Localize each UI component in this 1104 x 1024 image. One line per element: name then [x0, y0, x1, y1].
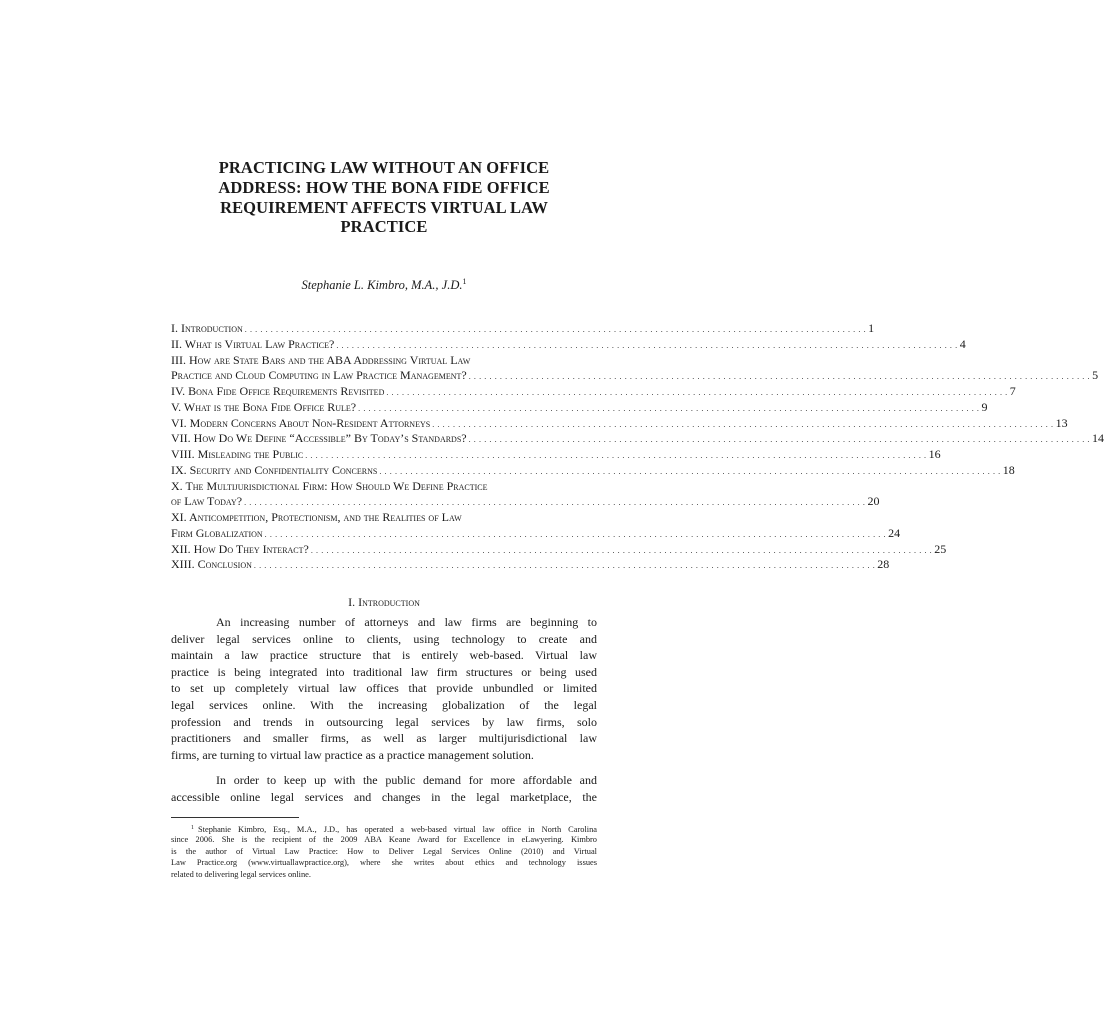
- author-name: Stephanie L. Kimbro, M.A., J.D.: [301, 278, 463, 292]
- paragraph-line: An increasing number of attorneys and law firms are beginning to: [216, 615, 597, 629]
- toc-leader-dots: . . . . . . . . . . . . . . . . . . . . . . . . . . . . . . . . . . . . . . . . . . . . . . . . . . . . . . . . . . . . . . . . . . . . . . . . . . . . . . . . . . . . . . . . . . . . . . . . . . . . . . . . . . . . . . . . . . . . . . . .: [336, 340, 958, 350]
- paragraph-line: deliver legal services online to clients, using technology to create and: [171, 631, 597, 646]
- toc-entry: [171, 431, 1104, 447]
- title-line: PRACTICE: [340, 217, 428, 237]
- toc-entry-title: IV. Bona Fide Office Requirements Revisited: [171, 384, 385, 398]
- toc-entry: [171, 447, 941, 463]
- toc-page-number: 13: [1055, 415, 1068, 430]
- toc-leader-dots: . . . . . . . . . . . . . . . . . . . . . . . . . . . . . . . . . . . . . . . . . . . . . . . . . . . . . . . . . . . . . . . . . . . . . . . . . . . . . . . . . . . . . . . . . . . . . . . . . . . . . . . . . . . . . . . . . . . . . . . .: [264, 529, 887, 539]
- toc-entry-title: of Law Today?: [171, 494, 243, 509]
- paragraph-line: practice is being integrated into traditional law firm structures or being used: [171, 664, 597, 679]
- toc-leader-dots: . . . . . . . . . . . . . . . . . . . . . . . . . . . . . . . . . . . . . . . . . . . . . . . . . . . . . . . . . . . . . . . . . . . . . . . . . . . . . . . . . . . . . . . . . . . . . . . . . . . . . . . . . . . . . . . . . . . . . . . .: [432, 419, 1054, 429]
- toc-entry: [171, 494, 880, 510]
- toc-entry: [171, 415, 1068, 432]
- section-heading: I. Introduction: [348, 595, 420, 609]
- toc-entry: [171, 384, 1016, 400]
- toc-entry-title: VII. How Do We Define “Accessible” By Today’s Standards?: [171, 431, 467, 446]
- footnote-text: Law Practice.org (www.virtuallawpractice.org), where she writes about ethics and technology issues: [171, 858, 597, 868]
- toc-entry: [171, 321, 875, 337]
- toc-page-number: 1: [868, 321, 875, 335]
- toc-entry: [171, 368, 1099, 384]
- footnote-text: since 2006. She is the recipient of the 2009 ABA Keane Award for Excellence in eLawyering. Kimbro: [171, 835, 597, 845]
- footnote-text: is the author of Virtual Law Practice: How to Deliver Legal Services Online (2010) and Virtual: [171, 846, 597, 856]
- table-of-contents: [171, 321, 1104, 573]
- toc-entry-title: XIII. Conclusion: [171, 557, 252, 572]
- toc-page-number: 4: [959, 336, 966, 351]
- paragraph-line: maintain a law practice structure that is entirely web-based. Virtual law: [171, 648, 597, 663]
- title-line: REQUIREMENT AFFECTS VIRTUAL LAW: [220, 197, 548, 217]
- toc-entry: [171, 336, 966, 353]
- footnote-line: [171, 834, 597, 845]
- paragraph-line: to set up completely virtual law offices that provide unbundled or limited: [171, 681, 597, 696]
- toc-page-number: 25: [934, 541, 947, 556]
- toc-page-number: 28: [877, 557, 890, 572]
- toc-entry: [171, 541, 947, 558]
- toc-entry-title: III. How are State Bars and the ABA Addressing Virtual Law: [171, 352, 471, 367]
- toc-leader-dots: . . . . . . . . . . . . . . . . . . . . . . . . . . . . . . . . . . . . . . . . . . . . . . . . . . . . . . . . . . . . . . . . . . . . . . . . . . . . . . . . . . . . . . . . . . . . . . . . . . . . . . . . . . . . . . . . . . . . . . . .: [244, 498, 866, 508]
- paragraph-line: firms, are turning to virtual law practice as a practice management solution.: [171, 747, 534, 762]
- toc-entry-title: II. What is Virtual Law Practice?: [171, 336, 335, 351]
- footnote-separator: [171, 817, 299, 818]
- paragraph-line: practitioners and smaller firms, as well as larger multijurisdictional law: [171, 731, 597, 746]
- toc-entry-title: VI. Modern Concerns About Non-Resident Attorneys: [171, 415, 431, 430]
- paragraph-line: legal services online. With the increasing globalization of the legal: [171, 697, 597, 712]
- toc-entry: [171, 399, 988, 416]
- toc-leader-dots: . . . . . . . . . . . . . . . . . . . . . . . . . . . . . . . . . . . . . . . . . . . . . . . . . . . . . . . . . . . . . . . . . . . . . . . . . . . . . . . . . . . . . . . . . . . . . . . . . . . . . . . . . . . . . . . . . . . . . . . .: [468, 435, 1091, 445]
- author-footnote-mark: 1: [462, 277, 467, 286]
- title-line: PRACTICING LAW WITHOUT AN OFFICE: [218, 158, 550, 177]
- toc-leader-dots: . . . . . . . . . . . . . . . . . . . . . . . . . . . . . . . . . . . . . . . . . . . . . . . . . . . . . . . . . . . . . . . . . . . . . . . . . . . . . . . . . . . . . . . . . . . . . . . . . . . . . . . . . . . . . . . . . . . . . . . .: [468, 372, 1091, 382]
- toc-page-number: 14: [1092, 431, 1104, 446]
- footnote-line: [171, 846, 597, 857]
- footnote: [171, 823, 597, 880]
- toc-entry: [171, 525, 901, 542]
- footnote-text: related to delivering legal services online.: [171, 869, 311, 879]
- toc-entry: [171, 479, 597, 495]
- paragraph-line: accessible online legal services and changes in the legal marketplace, the: [171, 789, 597, 804]
- paragraph-2: [171, 772, 597, 805]
- toc-page-number: 18: [1002, 462, 1015, 477]
- toc-page-number: 9: [981, 399, 988, 414]
- toc-entry: [171, 353, 597, 369]
- footnote-line: [171, 823, 597, 834]
- toc-leader-dots: . . . . . . . . . . . . . . . . . . . . . . . . . . . . . . . . . . . . . . . . . . . . . . . . . . . . . . . . . . . . . . . . . . . . . . . . . . . . . . . . . . . . . . . . . . . . . . . . . . . . . . . . . . . . . . . . . . . . . . . .: [386, 388, 1008, 397]
- toc-leader-dots: . . . . . . . . . . . . . . . . . . . . . . . . . . . . . . . . . . . . . . . . . . . . . . . . . . . . . . . . . . . . . . . . . . . . . . . . . . . . . . . . . . . . . . . . . . . . . . . . . . . . . . . . . . . . . . . . . . . . . . . .: [253, 561, 876, 571]
- footnote-text: Stephanie Kimbro, Esq., M.A., J.D., has operated a web-based virtual law office in North Carolina: [198, 825, 597, 834]
- toc-page-number: 5: [1092, 368, 1099, 383]
- toc-entry: [171, 510, 597, 526]
- title-line: ADDRESS: HOW THE BONA FIDE OFFICE: [218, 177, 550, 197]
- footnote-line: [171, 857, 597, 868]
- toc-entry-title: X. The Multijurisdictional Firm: How Should We Define Practice: [171, 478, 488, 493]
- paragraph-1: [171, 614, 597, 763]
- toc-entry: [171, 462, 1015, 479]
- toc-page-number: 16: [928, 447, 941, 461]
- toc-entry-title: IX. Security and Confidentiality Concerns: [171, 462, 378, 477]
- toc-page-number: 20: [867, 494, 880, 509]
- toc-entry-title: XII. How Do They Interact?: [171, 541, 309, 556]
- toc-entry: [171, 557, 890, 573]
- paragraph-line: In order to keep up with the public demand for more affordable and: [216, 773, 597, 787]
- toc-leader-dots: . . . . . . . . . . . . . . . . . . . . . . . . . . . . . . . . . . . . . . . . . . . . . . . . . . . . . . . . . . . . . . . . . . . . . . . . . . . . . . . . . . . . . . . . . . . . . . . . . . . . . . . . . . . . . . . . . . . . . . . .: [244, 325, 867, 334]
- toc-page-number: 24: [888, 525, 901, 540]
- toc-leader-dots: . . . . . . . . . . . . . . . . . . . . . . . . . . . . . . . . . . . . . . . . . . . . . . . . . . . . . . . . . . . . . . . . . . . . . . . . . . . . . . . . . . . . . . . . . . . . . . . . . . . . . . . . . . . . . . . . . . . . . . . .: [305, 451, 927, 460]
- paragraph-line: profession and trends in outsourcing legal services by law firms, solo: [171, 714, 597, 729]
- toc-leader-dots: . . . . . . . . . . . . . . . . . . . . . . . . . . . . . . . . . . . . . . . . . . . . . . . . . . . . . . . . . . . . . . . . . . . . . . . . . . . . . . . . . . . . . . . . . . . . . . . . . . . . . . . . . . . . . . . . . . . . . . . .: [379, 466, 1001, 476]
- toc-entry-title: VIII. Misleading the Public: [171, 447, 304, 461]
- toc-entry-title: V. What is the Bona Fide Office Rule?: [171, 399, 357, 414]
- toc-entry-title: Firm Globalization: [171, 525, 263, 540]
- footnote-line: [171, 869, 597, 880]
- paper-title: [170, 158, 598, 237]
- toc-leader-dots: . . . . . . . . . . . . . . . . . . . . . . . . . . . . . . . . . . . . . . . . . . . . . . . . . . . . . . . . . . . . . . . . . . . . . . . . . . . . . . . . . . . . . . . . . . . . . . . . . . . . . . . . . . . . . . . . . . . . . . . .: [310, 545, 933, 555]
- toc-entry-title: XI. Anticompetition, Protectionism, and the Realities of Law: [171, 510, 462, 524]
- toc-page-number: 7: [1009, 384, 1016, 398]
- author-byline: [170, 274, 598, 293]
- toc-entry-title: I. Introduction: [171, 321, 243, 335]
- footnote-mark: 1: [191, 825, 194, 831]
- toc-leader-dots: . . . . . . . . . . . . . . . . . . . . . . . . . . . . . . . . . . . . . . . . . . . . . . . . . . . . . . . . . . . . . . . . . . . . . . . . . . . . . . . . . . . . . . . . . . . . . . . . . . . . . . . . . . . . . . . . . . . . . . . .: [358, 403, 980, 413]
- toc-entry-title: Practice and Cloud Computing in Law Practice Management?: [171, 368, 467, 383]
